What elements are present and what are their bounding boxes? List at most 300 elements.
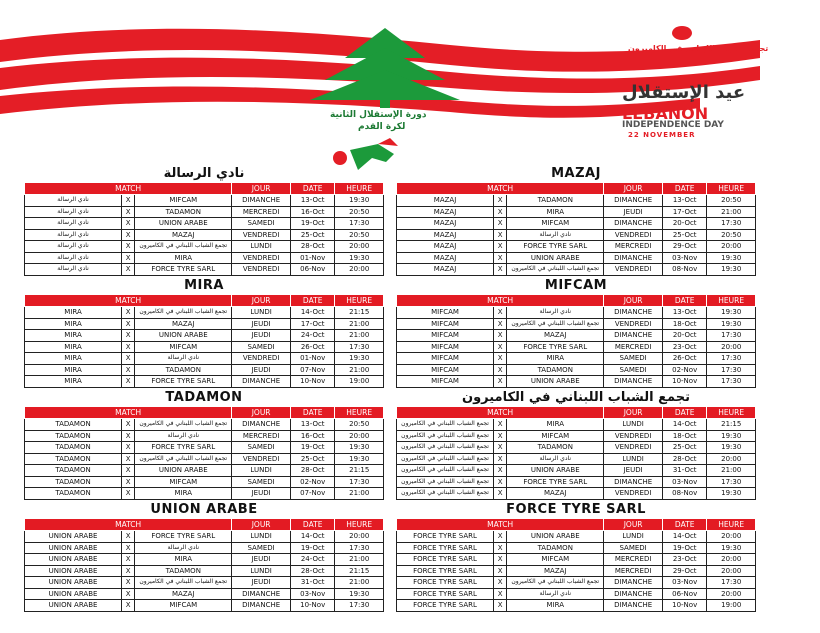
versus-mark: X: [122, 542, 135, 554]
table-row: [397, 600, 756, 612]
home-team: FORCE TYRE SARL: [397, 600, 494, 612]
date-cell: 28-Oct: [290, 565, 334, 577]
away-team: MIRA: [135, 554, 232, 566]
away-team: تجمع الشباب اللبناني في الكاميرون: [135, 577, 232, 589]
day-cell: LUNDI: [232, 565, 291, 577]
time-cell: 20:00: [335, 531, 384, 543]
date-cell: 25-Oct: [662, 442, 706, 454]
date-cell: 26-Oct: [290, 341, 334, 353]
date-cell: 10-Nov: [290, 600, 334, 612]
away-team: MIRA: [507, 353, 604, 365]
home-team: FORCE TYRE SARL: [397, 577, 494, 589]
versus-mark: X: [494, 600, 507, 612]
versus-mark: X: [494, 465, 507, 477]
day-cell: VENDREDI: [604, 318, 663, 330]
table-row: [25, 241, 384, 253]
time-cell: 20:00: [707, 588, 756, 600]
day-cell: DIMANCHE: [604, 577, 663, 589]
time-cell: 21:00: [707, 465, 756, 477]
home-team: تجمع الشباب اللبناني في الكاميرون: [397, 476, 494, 488]
table-row: [25, 364, 384, 376]
away-team: MAZAJ: [507, 330, 604, 342]
home-team: UNION ARABE: [25, 542, 122, 554]
versus-mark: X: [122, 531, 135, 543]
versus-mark: X: [122, 442, 135, 454]
home-team: UNION ARABE: [25, 531, 122, 543]
versus-mark: X: [122, 307, 135, 319]
date-cell: 17-Oct: [290, 318, 334, 330]
versus-mark: X: [122, 465, 135, 477]
eid-title: عيد الإستقلال: [622, 82, 746, 103]
date-cell: 23-Oct: [662, 554, 706, 566]
day-cell: SAMEDI: [604, 353, 663, 365]
home-team: FORCE TYRE SARL: [397, 554, 494, 566]
table-row: [397, 419, 756, 431]
day-cell: DIMANCHE: [604, 252, 663, 264]
time-cell: 20:00: [707, 565, 756, 577]
time-cell: 21:15: [335, 307, 384, 319]
table-row: [25, 206, 384, 218]
table-row: [25, 218, 384, 230]
date-cell: 19-Oct: [290, 218, 334, 230]
versus-mark: X: [494, 453, 507, 465]
home-team: MIRA: [25, 330, 122, 342]
team-section: [24, 390, 384, 500]
versus-mark: X: [494, 264, 507, 276]
date-cell: 20-Oct: [662, 330, 706, 342]
table-row: [25, 465, 384, 477]
away-team: MIRA: [135, 488, 232, 500]
day-cell: DIMANCHE: [232, 195, 291, 207]
home-team: نادي الرسالة: [25, 218, 122, 230]
time-cell: 19:30: [707, 542, 756, 554]
time-cell: 21:00: [335, 554, 384, 566]
table-row: [397, 318, 756, 330]
table-row: [25, 600, 384, 612]
date-cell: 13-Oct: [290, 419, 334, 431]
away-team: MIRA: [507, 600, 604, 612]
team-title: TADAMON: [165, 390, 243, 405]
time-cell: 17:30: [335, 341, 384, 353]
date-cell: 19-Oct: [290, 542, 334, 554]
away-team: نادي الرسالة: [135, 353, 232, 365]
time-cell: 17:30: [335, 476, 384, 488]
time-cell: 19:30: [335, 442, 384, 454]
versus-mark: X: [494, 330, 507, 342]
away-team: MAZAJ: [507, 565, 604, 577]
day-cell: SAMEDI: [232, 542, 291, 554]
table-row: [25, 307, 384, 319]
table-row: [25, 531, 384, 543]
column-header-jour: JOUR: [604, 295, 663, 307]
away-team: تجمع الشباب اللبناني في الكاميرون: [135, 419, 232, 431]
versus-mark: X: [494, 488, 507, 500]
table-row: [397, 488, 756, 500]
home-team: FORCE TYRE SARL: [397, 588, 494, 600]
column-header-match: MATCH: [397, 519, 604, 531]
table-row: [397, 218, 756, 230]
home-team: نادي الرسالة: [25, 229, 122, 241]
time-cell: 21:00: [335, 488, 384, 500]
day-cell: MERCREDI: [232, 430, 291, 442]
column-header-jour: JOUR: [232, 519, 291, 531]
away-team: TADAMON: [135, 565, 232, 577]
day-cell: VENDREDI: [232, 229, 291, 241]
day-cell: JEUDI: [232, 330, 291, 342]
home-team: UNION ARABE: [25, 588, 122, 600]
time-cell: 20:00: [707, 341, 756, 353]
versus-mark: X: [494, 554, 507, 566]
table-row: [397, 453, 756, 465]
column-header-date: DATE: [290, 295, 334, 307]
team-section: [24, 166, 384, 276]
table-row: [25, 442, 384, 454]
versus-mark: X: [122, 600, 135, 612]
header-banner: [0, 0, 820, 160]
column-header-match: MATCH: [397, 183, 604, 195]
day-cell: LUNDI: [232, 465, 291, 477]
day-cell: DIMANCHE: [232, 600, 291, 612]
versus-mark: X: [494, 252, 507, 264]
date-cell: 01-Nov: [290, 252, 334, 264]
versus-mark: X: [494, 542, 507, 554]
day-cell: DIMANCHE: [232, 588, 291, 600]
date-cell: 28-Oct: [290, 465, 334, 477]
home-team: TADAMON: [25, 453, 122, 465]
date-cell: 14-Oct: [290, 307, 334, 319]
team-title: تجمع الشباب اللبناني في الكاميرون: [461, 390, 690, 405]
schedule-table: [24, 182, 384, 276]
date-cell: 31-Oct: [290, 577, 334, 589]
lebanon-title: LEBANON: [622, 104, 709, 123]
column-header-heure: HEURE: [335, 295, 384, 307]
column-header-match: MATCH: [25, 183, 232, 195]
team-section: [396, 278, 756, 388]
column-header-date: DATE: [662, 519, 706, 531]
day-cell: JEUDI: [232, 318, 291, 330]
away-team: UNION ARABE: [507, 376, 604, 388]
cedar-trunk: [380, 98, 390, 108]
column-header-jour: JOUR: [232, 407, 291, 419]
day-cell: SAMEDI: [232, 442, 291, 454]
table-row: [25, 577, 384, 589]
time-cell: 20:00: [707, 531, 756, 543]
home-team: نادي الرسالة: [25, 241, 122, 253]
date-cell: 02-Nov: [662, 364, 706, 376]
time-cell: 19:30: [707, 252, 756, 264]
table-row: [25, 430, 384, 442]
home-team: MIFCAM: [397, 341, 494, 353]
time-cell: 19:30: [335, 588, 384, 600]
time-cell: 17:30: [707, 577, 756, 589]
date-cell: 10-Nov: [662, 376, 706, 388]
home-team: MAZAJ: [397, 195, 494, 207]
team-section: [396, 390, 756, 500]
time-cell: 19:30: [335, 195, 384, 207]
date-title: 22 NOVEMBER: [628, 131, 696, 139]
versus-mark: X: [494, 307, 507, 319]
day-cell: DIMANCHE: [604, 600, 663, 612]
date-cell: 10-Nov: [662, 600, 706, 612]
column-header-heure: HEURE: [707, 519, 756, 531]
away-team: TADAMON: [135, 206, 232, 218]
day-cell: VENDREDI: [604, 442, 663, 454]
day-cell: MERCREDI: [604, 341, 663, 353]
away-team: MAZAJ: [507, 488, 604, 500]
time-cell: 21:15: [335, 565, 384, 577]
time-cell: 17:30: [707, 218, 756, 230]
schedule-table: [24, 406, 384, 500]
time-cell: 19:00: [707, 600, 756, 612]
versus-mark: X: [494, 588, 507, 600]
home-team: تجمع الشباب اللبناني في الكاميرون: [397, 488, 494, 500]
column-header-match: MATCH: [25, 295, 232, 307]
table-row: [397, 476, 756, 488]
team-section: [396, 166, 756, 276]
day-cell: DIMANCHE: [232, 376, 291, 388]
home-team: MIFCAM: [397, 330, 494, 342]
day-cell: SAMEDI: [232, 476, 291, 488]
time-cell: 17:30: [707, 376, 756, 388]
date-cell: 10-Nov: [290, 376, 334, 388]
versus-mark: X: [494, 419, 507, 431]
time-cell: 17:30: [335, 600, 384, 612]
away-team: MIFCAM: [507, 554, 604, 566]
time-cell: 19:30: [707, 264, 756, 276]
time-cell: 19:30: [335, 353, 384, 365]
date-cell: 17-Oct: [662, 206, 706, 218]
date-cell: 14-Oct: [662, 531, 706, 543]
team-title: MIFCAM: [544, 278, 608, 293]
away-team: نادي الرسالة: [507, 307, 604, 319]
versus-mark: X: [494, 341, 507, 353]
versus-mark: X: [122, 229, 135, 241]
versus-mark: X: [494, 318, 507, 330]
away-team: نادي الرسالة: [135, 542, 232, 554]
table-row: [397, 307, 756, 319]
table-row: [397, 588, 756, 600]
table-row: [397, 195, 756, 207]
home-team: MIFCAM: [397, 364, 494, 376]
home-team: نادي الرسالة: [25, 264, 122, 276]
column-header-jour: JOUR: [604, 183, 663, 195]
column-header-jour: JOUR: [232, 183, 291, 195]
away-team: تجمع الشباب اللبناني في الكاميرون: [135, 453, 232, 465]
day-cell: JEUDI: [232, 577, 291, 589]
date-cell: 13-Oct: [662, 195, 706, 207]
date-cell: 13-Oct: [290, 195, 334, 207]
versus-mark: X: [122, 206, 135, 218]
versus-mark: X: [122, 554, 135, 566]
day-cell: LUNDI: [604, 419, 663, 431]
column-header-heure: HEURE: [707, 183, 756, 195]
home-team: نادي الرسالة: [25, 252, 122, 264]
day-cell: SAMEDI: [604, 364, 663, 376]
away-team: نادي الرسالة: [507, 229, 604, 241]
date-cell: 01-Nov: [290, 353, 334, 365]
versus-mark: X: [494, 206, 507, 218]
home-team: UNION ARABE: [25, 565, 122, 577]
versus-mark: X: [122, 195, 135, 207]
org-logo-icon: [672, 26, 692, 40]
date-cell: 28-Oct: [662, 453, 706, 465]
away-team: TADAMON: [135, 364, 232, 376]
away-team: UNION ARABE: [507, 465, 604, 477]
time-cell: 21:00: [335, 318, 384, 330]
away-team: FORCE TYRE SARL: [507, 476, 604, 488]
versus-mark: X: [494, 476, 507, 488]
away-team: TADAMON: [507, 542, 604, 554]
home-team: تجمع الشباب اللبناني في الكاميرون: [397, 442, 494, 454]
table-row: [397, 252, 756, 264]
away-team: UNION ARABE: [135, 465, 232, 477]
day-cell: MERCREDI: [604, 565, 663, 577]
schedule-table: [396, 518, 756, 612]
table-row: [25, 318, 384, 330]
date-cell: 14-Oct: [662, 419, 706, 431]
home-team: TADAMON: [25, 476, 122, 488]
tournament-title: دورة الإستقلال الثانية: [330, 110, 427, 120]
home-team: FORCE TYRE SARL: [397, 542, 494, 554]
day-cell: LUNDI: [232, 531, 291, 543]
table-row: [397, 465, 756, 477]
schedule-table: [396, 406, 756, 500]
table-row: [397, 330, 756, 342]
away-team: تجمع الشباب اللبناني في الكاميرون: [507, 577, 604, 589]
table-row: [25, 565, 384, 577]
home-team: FORCE TYRE SARL: [397, 565, 494, 577]
time-cell: 20:00: [335, 430, 384, 442]
time-cell: 19:00: [335, 376, 384, 388]
date-cell: 29-Oct: [662, 241, 706, 253]
table-row: [397, 264, 756, 276]
day-cell: MERCREDI: [604, 554, 663, 566]
away-team: نادي الرسالة: [135, 430, 232, 442]
time-cell: 19:30: [707, 318, 756, 330]
day-cell: VENDREDI: [232, 252, 291, 264]
column-header-jour: JOUR: [232, 295, 291, 307]
away-team: تجمع الشباب اللبناني في الكاميرون: [135, 241, 232, 253]
day-cell: DIMANCHE: [604, 195, 663, 207]
time-cell: 17:30: [707, 364, 756, 376]
away-team: MAZAJ: [135, 229, 232, 241]
time-cell: 19:30: [707, 488, 756, 500]
versus-mark: X: [494, 229, 507, 241]
day-cell: LUNDI: [604, 531, 663, 543]
versus-mark: X: [494, 531, 507, 543]
versus-mark: X: [494, 577, 507, 589]
team-title: FORCE TYRE SARL: [506, 502, 646, 517]
day-cell: VENDREDI: [232, 264, 291, 276]
away-team: MIFCAM: [507, 430, 604, 442]
date-cell: 06-Nov: [662, 588, 706, 600]
table-row: [25, 419, 384, 431]
away-team: FORCE TYRE SARL: [135, 264, 232, 276]
versus-mark: X: [494, 353, 507, 365]
date-cell: 03-Nov: [662, 476, 706, 488]
home-team: MIFCAM: [397, 318, 494, 330]
team-section: [396, 502, 756, 612]
date-cell: 18-Oct: [662, 430, 706, 442]
date-cell: 16-Oct: [290, 206, 334, 218]
versus-mark: X: [494, 218, 507, 230]
away-team: TADAMON: [507, 364, 604, 376]
time-cell: 20:00: [335, 264, 384, 276]
versus-mark: X: [122, 565, 135, 577]
date-cell: 25-Oct: [290, 229, 334, 241]
versus-mark: X: [122, 488, 135, 500]
time-cell: 20:00: [707, 453, 756, 465]
day-cell: DIMANCHE: [604, 330, 663, 342]
date-cell: 02-Nov: [290, 476, 334, 488]
date-cell: 08-Nov: [662, 264, 706, 276]
day-cell: VENDREDI: [604, 264, 663, 276]
date-cell: 31-Oct: [662, 465, 706, 477]
table-row: [397, 430, 756, 442]
table-row: [25, 264, 384, 276]
away-team: MAZAJ: [135, 588, 232, 600]
date-cell: 14-Oct: [290, 531, 334, 543]
away-team: TADAMON: [507, 195, 604, 207]
column-header-match: MATCH: [25, 519, 232, 531]
schedule-table: [24, 294, 384, 388]
home-team: UNION ARABE: [25, 554, 122, 566]
day-cell: DIMANCHE: [604, 307, 663, 319]
column-header-date: DATE: [290, 407, 334, 419]
versus-mark: X: [122, 264, 135, 276]
sport-subtitle: لكرة القدم: [358, 122, 406, 132]
time-cell: 20:00: [707, 554, 756, 566]
time-cell: 21:15: [707, 419, 756, 431]
cedar-icon-base: [310, 70, 460, 100]
time-cell: 20:50: [335, 206, 384, 218]
away-team: تجمع الشباب اللبناني في الكاميرون: [507, 318, 604, 330]
column-header-date: DATE: [290, 519, 334, 531]
versus-mark: X: [122, 330, 135, 342]
home-team: TADAMON: [25, 465, 122, 477]
day-cell: VENDREDI: [604, 488, 663, 500]
home-team: TADAMON: [25, 488, 122, 500]
away-team: نادي الرسالة: [507, 588, 604, 600]
column-header-heure: HEURE: [335, 183, 384, 195]
column-header-heure: HEURE: [707, 407, 756, 419]
home-team: نادي الرسالة: [25, 206, 122, 218]
day-cell: VENDREDI: [232, 353, 291, 365]
versus-mark: X: [122, 218, 135, 230]
versus-mark: X: [122, 241, 135, 253]
away-team: MIRA: [507, 206, 604, 218]
versus-mark: X: [494, 430, 507, 442]
home-team: MIRA: [25, 353, 122, 365]
date-cell: 19-Oct: [290, 442, 334, 454]
home-team: MAZAJ: [397, 218, 494, 230]
org-name: تجمع الشباب اللبناني في الكاميرون: [628, 44, 769, 53]
date-cell: 03-Nov: [662, 577, 706, 589]
away-team: UNION ARABE: [507, 531, 604, 543]
table-row: [397, 376, 756, 388]
day-cell: SAMEDI: [232, 218, 291, 230]
date-cell: 24-Oct: [290, 554, 334, 566]
home-team: TADAMON: [25, 430, 122, 442]
date-cell: 18-Oct: [662, 318, 706, 330]
time-cell: 17:30: [335, 542, 384, 554]
column-header-match: MATCH: [397, 295, 604, 307]
time-cell: 21:15: [335, 465, 384, 477]
time-cell: 19:30: [707, 430, 756, 442]
time-cell: 19:30: [707, 307, 756, 319]
home-team: MIFCAM: [397, 376, 494, 388]
table-row: [397, 531, 756, 543]
